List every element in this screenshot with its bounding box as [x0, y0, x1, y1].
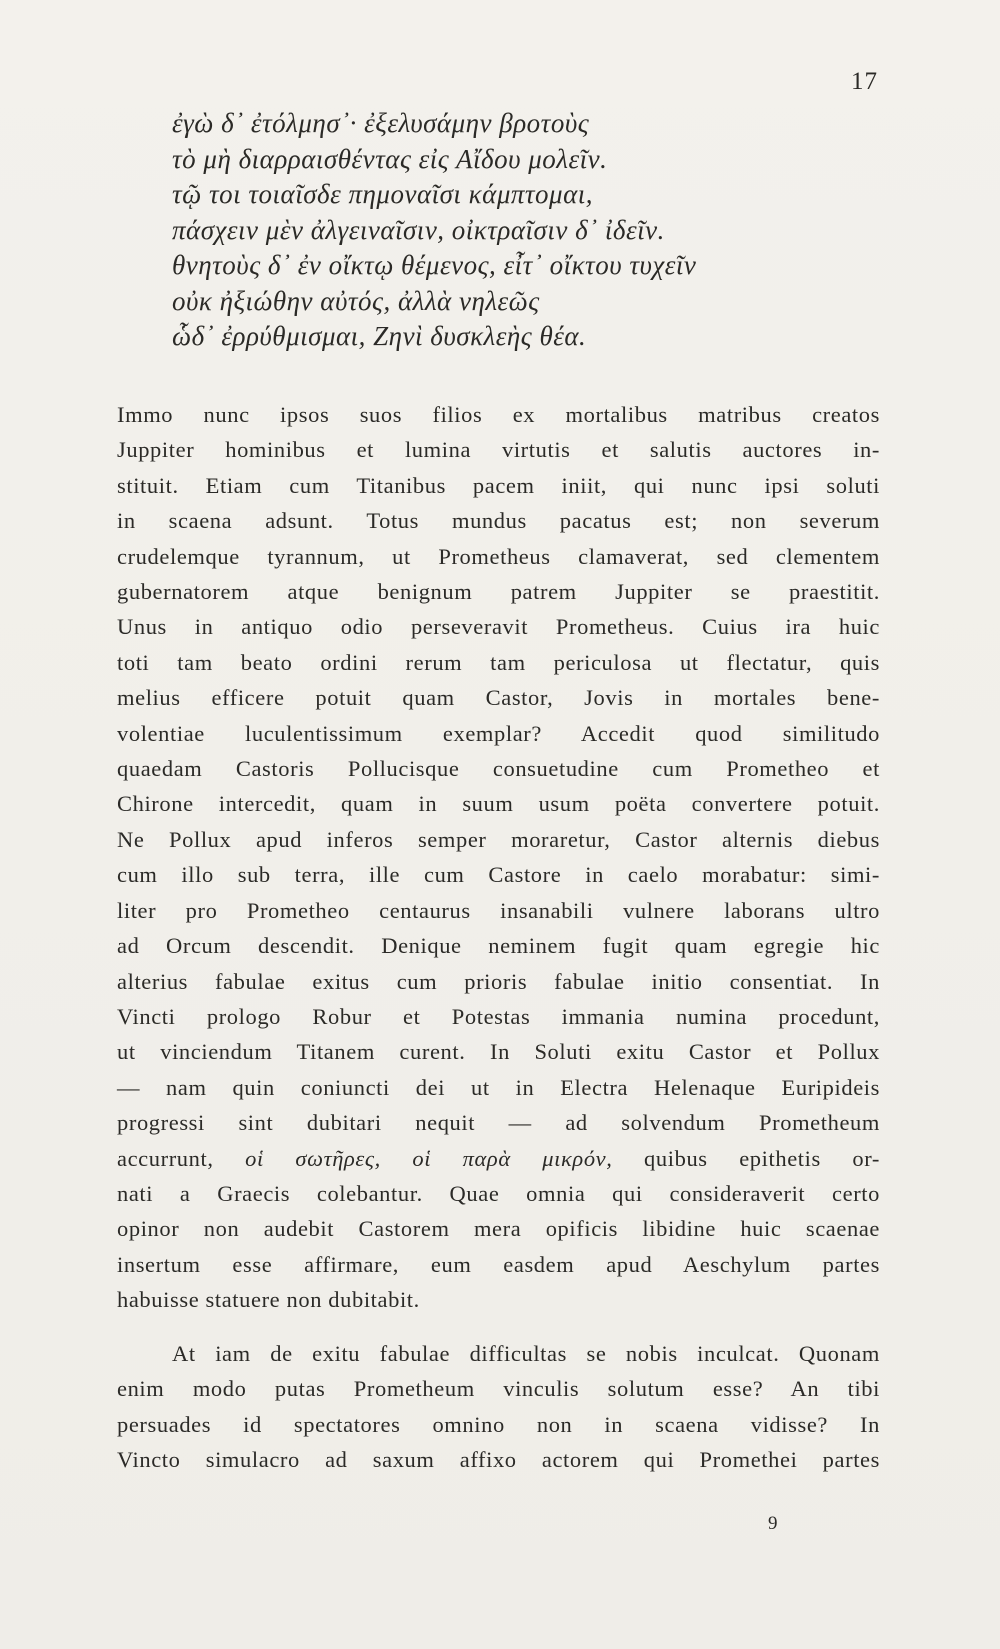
text-line: enim modo putas Prometheum vinculis solutum esse? An tibi — [117, 1376, 880, 1402]
verse-line: τὸ μὴ διαρραισθέντας εἰς Αἴδου μολεῖν. — [172, 143, 608, 174]
text-line: alterius fabulae exitus cum prioris fabulae initio consentiat. In — [117, 968, 880, 994]
text-line-with-greek — [117, 1141, 880, 1176]
text-line: Vincto simulacro ad saxum affixo actorem qui Promethei partes — [117, 1447, 880, 1473]
text-fragment: accurrunt, — [117, 1145, 246, 1171]
text-line: gubernatorem atque benignum patrem Juppiter se praestitit. — [117, 579, 880, 605]
text-line: ad Orcum descendit. Denique neminem fugit quam egregie hic — [117, 933, 880, 959]
signature-mark: 9 — [768, 1513, 778, 1534]
text-line: crudelemque tyrannum, ut Prometheus clamaverat, sed clementem — [117, 543, 880, 569]
verse-line: οὐκ ἠξιώθην αὐτός, ἀλλὰ νηλεῶς — [172, 285, 540, 316]
greek-phrase: οἱ σωτῆρες, οἱ παρὰ μικρόν, — [245, 1145, 613, 1171]
text-line: Unus in antiquo odio perseveravit Prometheus. Cuius ira huic — [117, 614, 880, 640]
text-line: toti tam beato ordini rerum tam periculosa ut flectatur, quis — [117, 649, 880, 675]
text-line: volentiae luculentissimum exemplar? Accedit quod similitudo — [117, 720, 880, 746]
text-line: melius efficere potuit quam Castor, Jovis in mortales bene- — [117, 685, 880, 711]
text-line: cum illo sub terra, ille cum Castore in caelo morabatur: simi- — [117, 862, 880, 888]
text-line: Ne Pollux apud inferos semper moraretur, Castor alternis diebus — [117, 826, 880, 852]
text-line: progressi sint dubitari nequit — ad solvendum Prometheum — [117, 1110, 880, 1136]
text-line: in scaena adsunt. Totus mundus pacatus est; non severum — [117, 508, 880, 534]
verse-line: πάσχειν μὲν ἀλγειναῖσιν, οἰκτραῖσιν δ᾽ ἰδεῖν. — [172, 214, 665, 245]
verse-line: ὧδ᾽ ἐρρύθμισμαι, Ζηνὶ δυσκλεὴς θέα. — [172, 321, 587, 351]
text-fragment: quibus epithetis or- — [612, 1145, 880, 1171]
text-line: Vincti prologo Robur et Potestas immania numina procedunt, — [117, 1003, 880, 1029]
text-line: quaedam Castoris Pollucisque consuetudine cum Prometheo et — [117, 756, 880, 782]
text-line: Chirone intercedit, quam in suum usum poëta convertere potuit. — [117, 791, 880, 817]
text-line: insertum esse affirmare, eum easdem apud Aeschylum partes — [117, 1251, 880, 1277]
text-line: persuades id spectatores omnino non in scaena vidisse? In — [117, 1411, 880, 1437]
text-line: ut vinciendum Titanem curent. In Soluti exitu Castor et Pollux — [117, 1039, 880, 1065]
text-line: opinor non audebit Castorem mera opificis libidine huic scaenae — [117, 1216, 880, 1242]
paragraph-2 — [117, 1336, 880, 1478]
text-line: nati a Graecis colebantur. Quae omnia qui consideraverit certo — [117, 1180, 880, 1206]
paragraph-1 — [117, 397, 880, 1318]
greek-verse-block — [172, 106, 872, 355]
text-line: Immo nunc ipsos suos filios ex mortalibus matribus creatos — [117, 402, 880, 427]
text-line: stituit. Etiam cum Titanibus pacem iniit, qui nunc ipsi soluti — [117, 472, 880, 498]
verse-line: ἐγὼ δ᾽ ἐτόλμησ᾽· ἐξελυσάμην βροτοὺς — [172, 108, 590, 138]
text-line: Juppiter hominibus et lumina virtutis et salutis auctores in- — [117, 437, 880, 463]
text-line: habuisse statuere non dubitabit. — [117, 1287, 420, 1313]
text-line: liter pro Prometheo centaurus insanabili vulnere laborans ultro — [117, 897, 880, 923]
text-line: — nam quin coniuncti dei ut in Electra Helenaque Euripideis — [117, 1074, 880, 1100]
page-number: 17 — [851, 68, 878, 95]
verse-line: θνητοὺς δ᾽ ἐν οἴκτῳ θέμενος, εἶτ᾽ οἴκτου τυχεῖν — [172, 250, 697, 280]
verse-line: τῷ τοι τοιαῖσδε πημοναῖσι κάμπτομαι, — [172, 179, 594, 209]
text-line: At iam de exitu fabulae difficultas se nobis inculcat. Quonam — [172, 1341, 880, 1366]
